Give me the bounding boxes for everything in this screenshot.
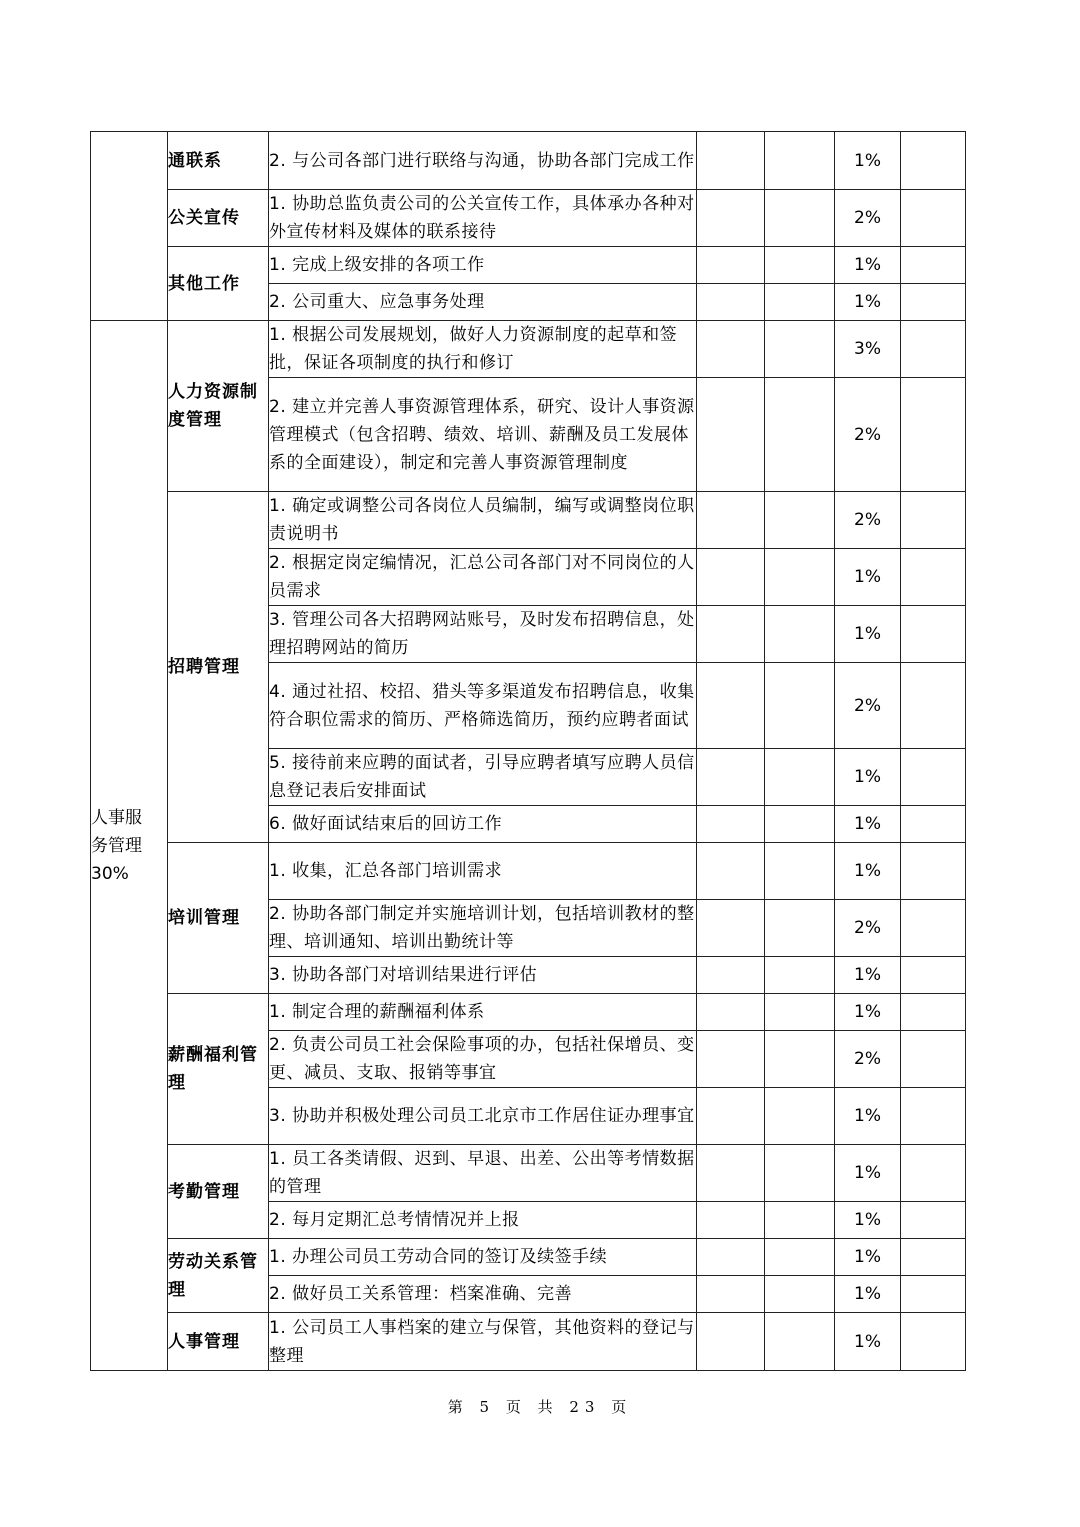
- blank-cell: [697, 749, 765, 806]
- blank-cell: [765, 247, 835, 284]
- weight-cell: 2%: [835, 492, 901, 549]
- category-weight: 30%: [91, 863, 129, 884]
- weight-cell: 1%: [835, 957, 901, 994]
- section-title: 考勤管理: [168, 1145, 269, 1239]
- blank-cell: [697, 190, 765, 247]
- table-row: [91, 132, 966, 190]
- table-row: [91, 492, 966, 549]
- task-cell: 1. 办理公司员工劳动合同的签订及续签手续: [269, 1239, 697, 1276]
- task-cell: 2. 做好员工关系管理：档案准确、完善: [269, 1276, 697, 1313]
- weight-cell: 1%: [835, 1239, 901, 1276]
- blank-cell: [697, 132, 765, 190]
- table-row: [91, 247, 966, 284]
- blank-cell: [697, 663, 765, 749]
- weight-cell: 1%: [835, 994, 901, 1031]
- blank-cell: [901, 663, 966, 749]
- blank-cell: [765, 284, 835, 321]
- blank-cell: [765, 663, 835, 749]
- blank-cell: [765, 900, 835, 957]
- weight-cell: 2%: [835, 378, 901, 492]
- task-cell: 4. 通过社招、校招、猎头等多渠道发布招聘信息，收集符合职位需求的简历、严格筛选简历，预约应聘者面试: [269, 663, 697, 749]
- weight-cell: 1%: [835, 1313, 901, 1371]
- blank-cell: [765, 321, 835, 378]
- blank-cell: [697, 1145, 765, 1202]
- weight-cell: 1%: [835, 549, 901, 606]
- blank-cell: [901, 321, 966, 378]
- category-label-line: 务管理: [91, 835, 142, 856]
- blank-cell: [697, 806, 765, 843]
- blank-cell: [765, 1313, 835, 1371]
- blank-cell: [901, 1239, 966, 1276]
- table-row: [91, 843, 966, 900]
- blank-cell: [765, 492, 835, 549]
- blank-cell: [697, 549, 765, 606]
- section-title: 通联系: [168, 132, 269, 190]
- blank-cell: [901, 247, 966, 284]
- weight-cell: 2%: [835, 190, 901, 247]
- blank-cell: [901, 1031, 966, 1088]
- task-cell: 2. 公司重大、应急事务处理: [269, 284, 697, 321]
- weight-cell: 1%: [835, 843, 901, 900]
- blank-cell: [765, 132, 835, 190]
- weight-cell: 1%: [835, 1145, 901, 1202]
- section-title: 人事管理: [168, 1313, 269, 1371]
- task-cell: 5. 接待前来应聘的面试者，引导应聘者填写应聘人员信息登记表后安排面试: [269, 749, 697, 806]
- blank-cell: [901, 1313, 966, 1371]
- blank-cell: [765, 549, 835, 606]
- table-row: [91, 1313, 966, 1371]
- task-cell: 2. 负责公司员工社会保险事项的办，包括社保增员、变更、减员、支取、报销等事宜: [269, 1031, 697, 1088]
- blank-cell: [697, 1239, 765, 1276]
- section-title: 招聘管理: [168, 492, 269, 843]
- blank-cell: [697, 247, 765, 284]
- blank-cell: [765, 806, 835, 843]
- blank-cell: [765, 843, 835, 900]
- blank-cell: [901, 132, 966, 190]
- blank-cell: [765, 190, 835, 247]
- section-title: 其他工作: [168, 247, 269, 321]
- blank-cell: [697, 1202, 765, 1239]
- blank-cell: [697, 492, 765, 549]
- blank-cell: [765, 1202, 835, 1239]
- blank-cell: [697, 321, 765, 378]
- blank-cell: [901, 1202, 966, 1239]
- blank-cell: [765, 1239, 835, 1276]
- blank-cell: [765, 606, 835, 663]
- blank-cell: [901, 1145, 966, 1202]
- blank-cell: [697, 1313, 765, 1371]
- section-title: 劳动关系管理: [168, 1239, 269, 1313]
- task-cell: 2. 根据定岗定编情况，汇总公司各部门对不同岗位的人员需求: [269, 549, 697, 606]
- weight-cell: 1%: [835, 606, 901, 663]
- table-row: [91, 1239, 966, 1276]
- blank-cell: [765, 749, 835, 806]
- task-cell: 1. 公司员工人事档案的建立与保管，其他资料的登记与整理: [269, 1313, 697, 1371]
- blank-cell: [901, 1276, 966, 1313]
- section-title: 公关宣传: [168, 190, 269, 247]
- blank-cell: [901, 749, 966, 806]
- weight-cell: 2%: [835, 663, 901, 749]
- blank-cell: [901, 806, 966, 843]
- weight-cell: 1%: [835, 284, 901, 321]
- task-cell: 2. 每月定期汇总考情情况并上报: [269, 1202, 697, 1239]
- blank-cell: [901, 957, 966, 994]
- blank-cell: [697, 843, 765, 900]
- blank-cell: [765, 1145, 835, 1202]
- section-title: 薪酬福利管理: [168, 994, 269, 1145]
- weight-cell: 1%: [835, 132, 901, 190]
- task-cell: 1. 根据公司发展规划，做好人力资源制度的起草和签批，保证各项制度的执行和修订: [269, 321, 697, 378]
- blank-cell: [765, 957, 835, 994]
- category-label-line: 人事服: [91, 807, 142, 828]
- blank-cell: [697, 606, 765, 663]
- task-cell: 1. 收集，汇总各部门培训需求: [269, 843, 697, 900]
- task-cell: 3. 协助并积极处理公司员工北京市工作居住证办理事宜: [269, 1088, 697, 1145]
- task-cell: 1. 协助总监负责公司的公关宣传工作，具体承办各种对外宣传材料及媒体的联系接待: [269, 190, 697, 247]
- weight-cell: 1%: [835, 1202, 901, 1239]
- blank-cell: [901, 1088, 966, 1145]
- category-cell: [91, 321, 168, 1371]
- weight-cell: 2%: [835, 900, 901, 957]
- blank-cell: [697, 1276, 765, 1313]
- table-row: [91, 994, 966, 1031]
- task-cell: 1. 确定或调整公司各岗位人员编制，编写或调整岗位职责说明书: [269, 492, 697, 549]
- task-cell: 2. 协助各部门制定并实施培训计划，包括培训教材的整理、培训通知、培训出勤统计等: [269, 900, 697, 957]
- job-responsibility-table: [90, 131, 966, 1371]
- task-cell: 3. 协助各部门对培训结果进行评估: [269, 957, 697, 994]
- task-cell: 3. 管理公司各大招聘网站账号，及时发布招聘信息，处理招聘网站的简历: [269, 606, 697, 663]
- task-cell: 6. 做好面试结束后的回访工作: [269, 806, 697, 843]
- blank-cell: [765, 1276, 835, 1313]
- blank-cell: [697, 1031, 765, 1088]
- blank-cell: [697, 900, 765, 957]
- blank-cell: [901, 492, 966, 549]
- blank-cell: [697, 1088, 765, 1145]
- weight-cell: 1%: [835, 749, 901, 806]
- blank-cell: [901, 378, 966, 492]
- category-cell: [91, 132, 168, 321]
- blank-cell: [697, 957, 765, 994]
- blank-cell: [901, 900, 966, 957]
- weight-cell: 3%: [835, 321, 901, 378]
- weight-cell: 1%: [835, 806, 901, 843]
- weight-cell: 2%: [835, 1031, 901, 1088]
- task-cell: 1. 完成上级安排的各项工作: [269, 247, 697, 284]
- section-title: 培训管理: [168, 843, 269, 994]
- table-row: [91, 190, 966, 247]
- weight-cell: 1%: [835, 247, 901, 284]
- task-cell: 1. 员工各类请假、迟到、早退、出差、公出等考情数据的管理: [269, 1145, 697, 1202]
- blank-cell: [765, 994, 835, 1031]
- table-row: [91, 321, 966, 378]
- blank-cell: [901, 606, 966, 663]
- blank-cell: [901, 843, 966, 900]
- blank-cell: [697, 994, 765, 1031]
- blank-cell: [697, 284, 765, 321]
- blank-cell: [765, 378, 835, 492]
- weight-cell: 1%: [835, 1276, 901, 1313]
- table-row: [91, 1145, 966, 1202]
- section-title: 人力资源制度管理: [168, 321, 269, 492]
- blank-cell: [765, 1031, 835, 1088]
- task-cell: 1. 制定合理的薪酬福利体系: [269, 994, 697, 1031]
- blank-cell: [901, 549, 966, 606]
- task-cell: 2. 与公司各部门进行联络与沟通，协助各部门完成工作: [269, 132, 697, 190]
- blank-cell: [901, 190, 966, 247]
- weight-cell: 1%: [835, 1088, 901, 1145]
- blank-cell: [901, 284, 966, 321]
- blank-cell: [697, 378, 765, 492]
- blank-cell: [901, 994, 966, 1031]
- page-number-footer: 第 5 页 共 23 页: [447, 1398, 633, 1416]
- task-cell: 2. 建立并完善人事资源管理体系，研究、设计人事资源管理模式（包含招聘、绩效、培训、薪酬及员工发展体系的全面建设），制定和完善人事资源管理制度: [269, 378, 697, 492]
- blank-cell: [765, 1088, 835, 1145]
